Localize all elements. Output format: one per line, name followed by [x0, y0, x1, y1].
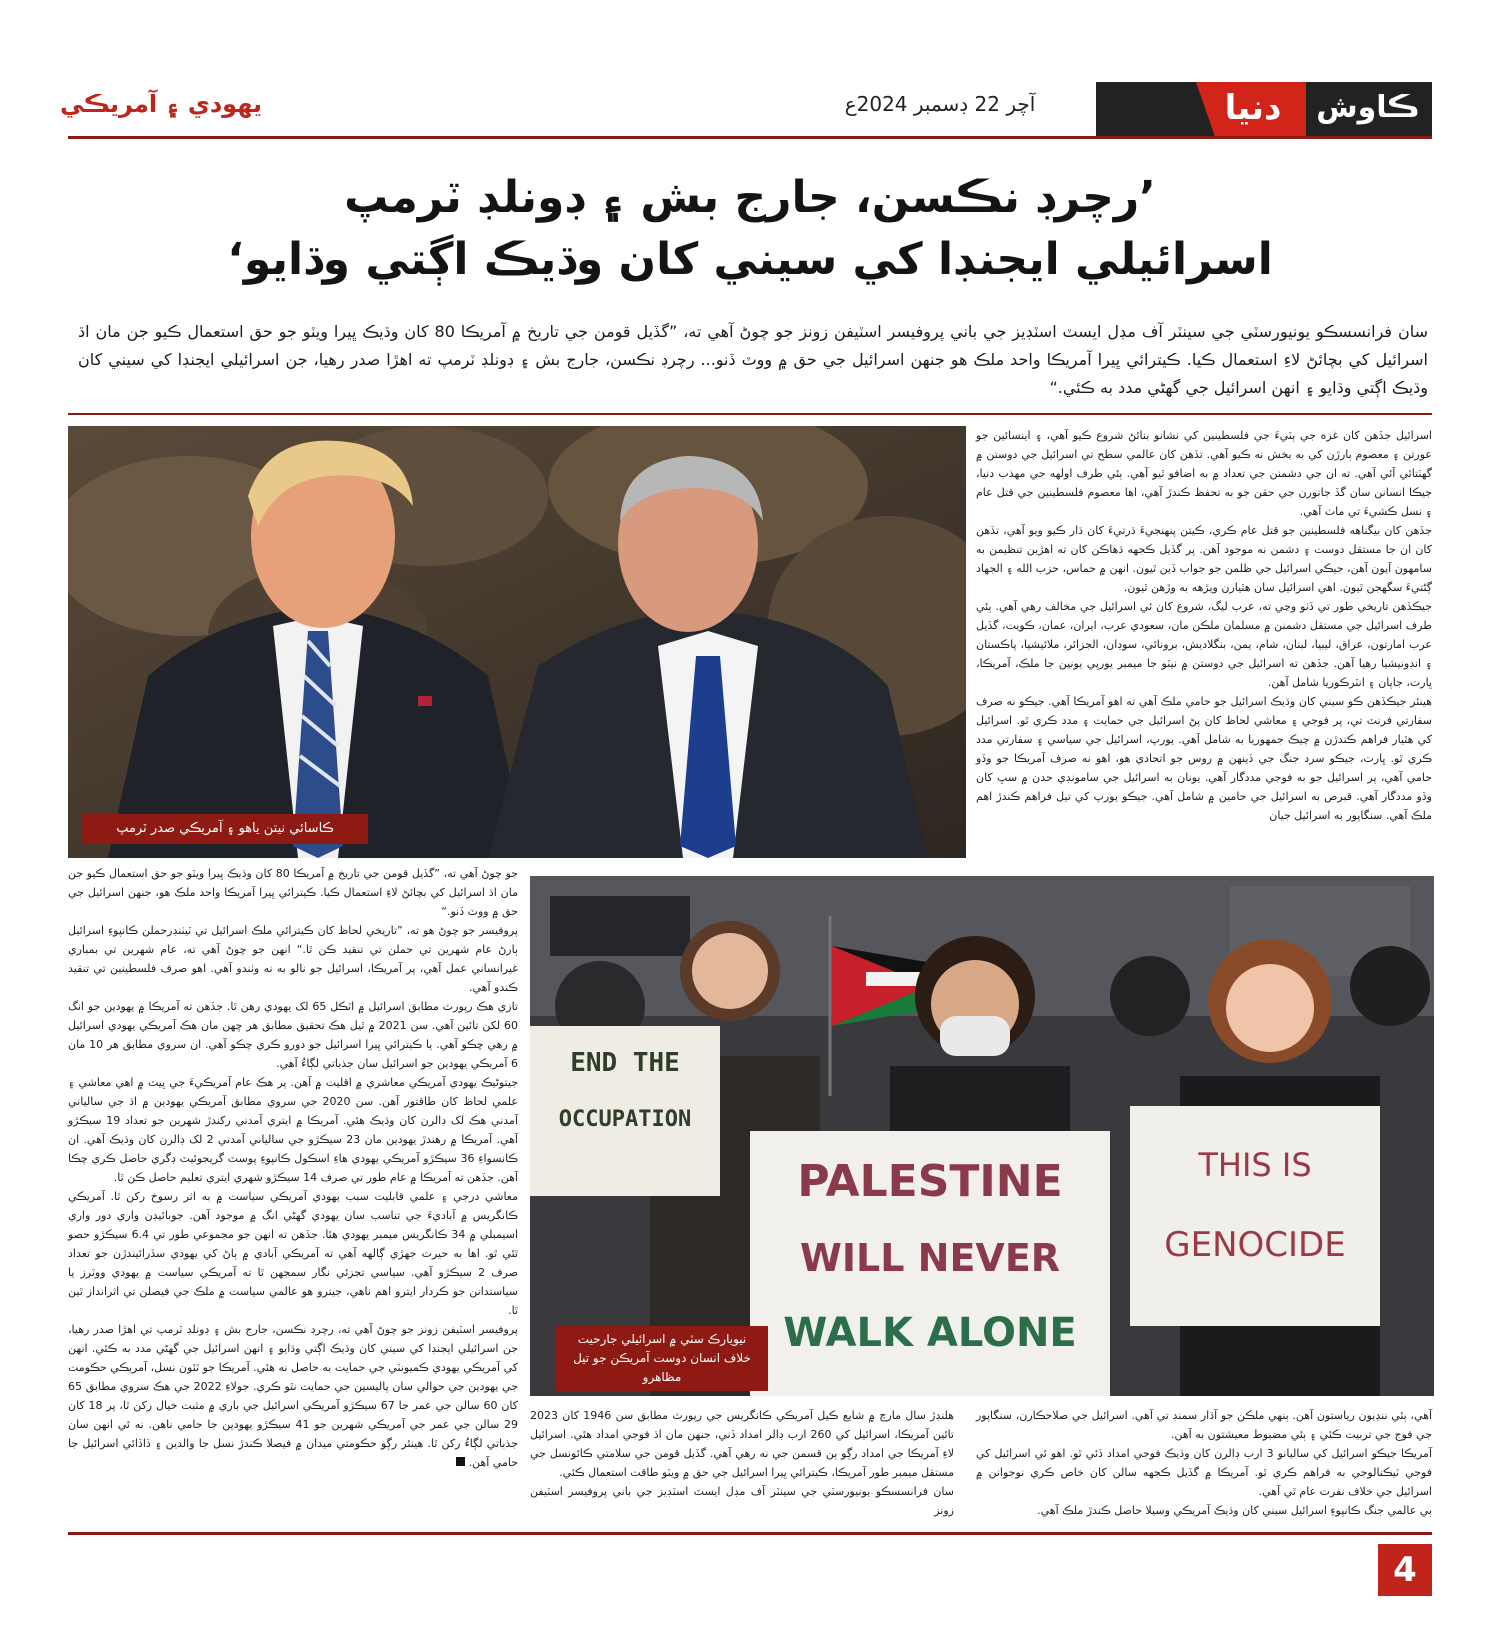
sign-end-occupation [530, 1026, 720, 1196]
column-left-paragraph-4: جيتوڻيڪ يهودي آمريڪي معاشري ۾ اقليت ۾ آهن. پر هڪ عام آمريڪيءَ جي ڀيٽ ۾ اهي معاشي ۽ علمي لحاظ کان طاقتور آهن. سن 2020 جي سروي مطابق آمريڪي يهودين ۾ اڌ جي سالياني آمدني هڪ لک ڊالرن کان وڌيڪ هئي. آمريڪا ۾ ايتري آمدني رکندڙ شهرين جو تعداد 19 سيڪڙو آهي. آمريڪا ۾ رهندڙ يهودين مان 23 سيڪڙو جي سالياني آمدني 2 لک ڊالرن کان وڌيڪ آهي. ان ڪانسواءِ 36 سيڪڙو آمريڪي يهودي هاءِ اسڪول ڪانپوءِ پوسٽ گريجوئيٽ ڊگري حاصل ڪري چڪا آهن. جڏهن ته آمريڪا ۾ عام طور تي صرف 14 سيڪڙو شهري ايتري تعليم حاصل ڪن ٿا. [68, 1076, 519, 1184]
bottom-right-paragraph-2: آمريڪا جيڪو اسرائيل کي ساليانو 3 ارب ڊالرن کان وڌيڪ فوجي امداد ڏئي ٿو. اهو ئي اسرائيل کي فوجي ٽيڪنالوجي به فراهم ڪري ٿو. آمريڪا ۾ گڏيل ڪجهه سالن کان خاص ڪري نوجوانن ۾ اسرائيل جي خلاف نفرت عام ٿي آهي. [976, 1447, 1432, 1498]
sign1-line2: OCCUPATION [558, 1107, 692, 1132]
bottom-middle-paragraph-1: هلنڊڙ سال مارچ ۾ شايع ڪيل آمريڪي ڪانگريس جي رپورٽ مطابق سن 1946 کان 2023 تائين آمريڪا، اسرائيل کي 260 ارب ڊالر امداد ڏني، جنهن مان اڌ فوجي امداد هئي. اسرائيل لاءِ آمريڪا جي امداد رڳو ٻن قسمن جي نه رهي آهي. گڏيل قومن جي سلامتي ڪائونسل جي مستقل ميمبر طور آمريڪا، ڪيترائي ڀيرا اسرائيل جي حق ۾ ويٽو طاقت استعمال ڪئي. [530, 1409, 954, 1479]
photo-protest-illustration [530, 876, 1434, 1396]
sign1-line1: END THE [570, 1048, 680, 1078]
column-left-paragraph-6-text: پروفيسر اسٽيفن زونز جو چوڻ آهي ته، رچرڊ نڪسن، جارج بش ۽ ڊونلڊ ٽرمپ تي اهڙا صدر رهيا، جن اسرائيلي ايجنڊا کي سيني کان وڌيڪ اڳتي وڌايو ۽ انهن اسرائيل جي گهڻي مدد به ڪئي. انهن کي آمريڪي يهودي ڪميونٽي جي حمايت به حاصل نه هئي. آمريڪا جو ٿئون نسل، آمريڪي حڪومت جي يهودين جي حوالي سان پاليسين جي حمايت نٿو ڪري. جولاءِ 2022 جي هڪ سروي مطابق 65 کان 60 سالن جي عمر جا 67 سيڪڙو آمريڪي اسرائيل جي باري ۾ مثبت خيال رکن ٿا، پر 18 کان 29 سالن جي عمر جي آمريڪي شهرين جو 41 سيڪڙو يهودين جا حامي ناهن. نه ئي انهن سان جذباتي لڳاءُ رکن ٿا. هينئر رڳو حڪومتي ميدان ۾ فيصلا ڪندڙ نسل جا والدين ۽ ڏاڏائي اسرائيل جا حامي آهن. [68, 1323, 519, 1469]
headline-line-1: ’رچرڊ نڪسن، جارج بش ۽ ڊونلڊ ٽرمپ [344, 172, 1156, 223]
bottom-right-paragraph-1: آهي، ٻئي ننڍيون رياستون آهن. ٻنهي ملڪن جو آڌار سمنڊ تي آهي. اسرائيل جي صلاحڪارن، سنگاپور جي فوج جي تربيت ڪئي ۽ ٻئي مضبوط معيشتون به آهن. [976, 1409, 1432, 1441]
sign3-line2: GENOCIDE [1164, 1225, 1346, 1265]
lead-rule [68, 413, 1432, 415]
column-right-paragraph-3: جيڪڏهن تاريخي طور تي ڏٺو وڃي ته، عرب ليگ، شروع کان ئي اسرائيل جي مخالف رهي آهي. ٻئي طرف اسرائيل جي مستقل دشمنن ۾ مسلمان ملڪن مان، سعودي عرب، ايران، عمان، ڪويت، گڏيل عرب امارتون، عراق، ليبيا، لبنان، شام، يمن، بنگلاديش، برونائي، سوڊان، الجزائر، ملائيشيا، پاڪستان ۽ انڊونيشيا رهيا آهن. جڏهن ته اسرائيل جي دوستن ۾ نيٽو جا ميمبر يورپي يونين جا ملڪ، آمريڪا، ڀارت، جاپان ۽ انٽرڪوريا شامل آهن. [976, 600, 1432, 689]
column-left-paragraph-1: جو چوڻ آهي ته، ”گڏيل قومن جي تاريخ ۾ آمريڪا 80 کان وڌيڪ ڀيرا ويٽو جو حق استعمال ڪيو جن مان اڌ اسرائيل کي بچائڻ لاءِ استعمال ڪيا. ڪيترائي ڀيرا آمريڪا واحد ملڪ هو، جنهن اسرائيل جي حق ۾ ووٽ ڏنو.“ [68, 867, 518, 918]
sign2-line1: PALESTINE [797, 1156, 1063, 1207]
section-label: يهودي ۽ آمريڪي [60, 90, 263, 118]
headline-line-2: اسرائيلي ايجنڊا کي سيني کان وڌيڪ اڳتي وڌايو‘ [227, 234, 1273, 285]
masthead-dunya: دنيا [1224, 88, 1282, 128]
column-bottom-middle [530, 1406, 954, 1520]
column-right [976, 426, 1432, 825]
column-bottom-right [976, 1406, 1432, 1520]
column-left [68, 864, 518, 1472]
sign2-line3: WALK ALONE [783, 1310, 1077, 1356]
column-right-paragraph-4: هينئر جيڪڏهن ڪو سيني کان وڌيڪ اسرائيل جو حامي ملڪ آهي ته اهو آمريڪا آهي. جيڪو نه صرف سفارتي فرنٽ تي، پر فوجي ۽ معاشي لحاظ کان پڻ اسرائيل جي حمايت ۽ مدد ڪري ٿو. اسرائيل کي هٿيار فراهم ڪندڙن ۾ چيڪ جمهوريا به شامل آهي. يورپ، اسرائيل جي سياسي ۽ سفارتي مدد ڪري ٿو. ڀارت، جيڪو سرد جنگ جي ڏينهن ۾ روس جو اتحادي هو، اهو نه صرف آمريڪا جو وڏو حامي آهي، پر اسرائيل جو به فوجي مددگار آهي. يونان به اسرائيل جي سامونڊي حدن ۾ سڀ کان وڏو مددگار آهي. قبرص به اسرائيل جي حامين ۾ شامل آهي. جيڪو يورپ کي تيل فراهم ڪندڙ اهم ملڪ آهي. سنگاپور به اسرائيل جيان [976, 695, 1432, 822]
masthead-kawish: ڪاوش [1316, 90, 1420, 125]
sign3-line1: THIS IS [1198, 1146, 1312, 1184]
photo-leaders [68, 426, 966, 858]
column-left-paragraph-3: تازي هڪ رپورٽ مطابق اسرائيل ۾ اٽڪل 65 لک يهودي رهن ٿا. جڏهن ته آمريڪا ۾ يهودين جو انگ 60 لکن تائين آهي. سن 2021 ۾ ٿيل هڪ تحقيق مطابق هر ڇهن مان هڪ آمريڪي يهودي اسرائيل ۾ رهي چڪو آهي. يا ڪيترائي ڀيرا اسرائيل جو دورو ڪري چڪو آهي. ان سروي مطابق هر 10 مان 6 آمريڪي يهودين جو اسرائيل سان جذباتي لڳاءُ آهي. [68, 1000, 518, 1070]
bottom-middle-paragraph-2: سان فرانسسڪو يونيورسٽي جي سينٽر آف مڊل ايسٽ اسٽڊيز جي باني پروفيسر اسٽيفن زونز [530, 1485, 954, 1517]
sign-genocide [1130, 1106, 1380, 1326]
sign2-line2: WILL NEVER [799, 1236, 1061, 1280]
photo-caption-leaders: ڪاسائي نيتن ياهو ۽ آمريڪي صدر ٽرمپ [82, 814, 368, 844]
photo-leaders-illustration [68, 426, 966, 858]
bottom-right-paragraph-3: ٻي عالمي جنگ ڪانپوءِ اسرائيل سيني کان وڌيڪ آمريڪي وسيلا حاصل ڪندڙ ملڪ آهي. [1037, 1504, 1432, 1517]
page-number: 4 [1378, 1544, 1432, 1596]
lead-paragraph: سان فرانسسڪو يونيورسٽي جي سينٽر آف مڊل ايسٽ اسٽڊيز جي باني پروفيسر اسٽيفن زونز جو چوڻ آهي ته، ”گڏيل قومن جي تاريخ ۾ آمريڪا 80 کان وڌيڪ ڀيرا ويٽو جو حق استعمال ڪيو جن مان اڌ اسرائيل کي بچائڻ لاءِ استعمال ڪيا. ڪيترائي ڀيرا آمريڪا واحد ملڪ هو جنهن اسرائيل جي حق ۾ ووٽ ڏنو... رچرڊ نڪسن، جارج بش ۽ ڊونلڊ ٽرمپ ته اهڙا صدر رهيا، جن اسرائيلي ايجنڊا کي سيني کان وڌيڪ اڳتي وڌايو ۽ انهن اسرائيل جي گهڻي مدد به ڪئي.“ [78, 322, 1428, 397]
column-left-paragraph-5: معاشي درجي ۽ علمي قابليت سبب يهودي آمريڪي سياست ۾ به اثر رسوخ رکن ٿا. آمريڪي ڪانگريس ۾ آباديءَ جي تناسب سان يهودي گهڻي انگ ۾ موجود آهن. جوبائيڊن واري دور واري اسيمبلي ۾ 34 ڪانگريس ميمبر يهودي هئا. جڏهن ته انهن جو مجموعي طور تي 6.4 سيڪڙو حصو ٿئي ٿو. اها به حيرت جهڙي ڳالهه آهي ته آمريڪي آبادي ۾ ٻاڻ کي يهودي سڏرائيندڙن جو تعداد صرف 2 سيڪڙو آهي. سياسي تجزئي نگار سمجهن ٿا ته آمريڪي سياست ۾ يهودي ووٽرز يا سياستدانن جو ڪردار ايترو اهم ناهي، جيترو هو عالمي سياست ۾ ملڪ جي فيصلن تي اثرانداز ٿين ٿا. [68, 1190, 519, 1317]
masthead-logo [1096, 82, 1432, 139]
sign-palestine [750, 1131, 1110, 1396]
header-rule [68, 136, 1432, 139]
photo-caption-protest: نيويارڪ سٽي ۾ اسرائيلي جارحيت خلاف انسان دوست آمريڪن جو تيل مظاهرو [556, 1326, 768, 1391]
column-left-paragraph-2: پروفيسر جو چوڻ هو ته، ”تاريخي لحاظ کان ڪيترائي ملڪ اسرائيل تي ٽيٺنڊرحملن ڪانپوءِ اسرائيل ٻارڻ عام شهرين تي حملن تي تنقيد ڪن ٿا.“ انهن جو چوڻ آهي ته، عام شهرين تي بمباري غيرانساني عمل آهي، پر آمريڪا، اسرائيل جو نالو به نه وٺندو آهي. اهو صرف فلسطينين تي تنقيد ڪندو آهي. [68, 924, 518, 994]
issue-date: آچر 22 ڊسمبر 2024ع [844, 92, 1036, 116]
column-right-paragraph-2: جڏهن کان بيگناهه فلسطينين جو قتل عام ڪري، ڪيتن پنهنجيءَ ڌرتيءَ کان ڌار ڪيو ويو آهي، تڏهن کان ان جا مستقل دوست ۽ دشمن نه موجود آهن. پر گڏيل ڪجهه ڌهاڪن کان ته اهڙين تنظيمن به سامهون آيون آهن، جيڪي اسرائيل جي ظلمن جو جواب ڏين ٿيون. انهن ۾ حماس، حزب الله ۽ الجهاد ڳڻتيءَ سگهجن ٿيون. اهي اسرائيل سان هٿيارن ويڙهه به وڙهن ٿيون. [976, 524, 1432, 594]
footer-rule [68, 1532, 1432, 1535]
column-right-paragraph-1: اسرائيل جڏهن کان غزه جي ٻٽيءَ جي فلسطينين کي نشانو بنائڻ شروع ڪيو آهي، ۽ اينسائين جو عورتن ۽ معصوم ٻارڙن کي به بخش نه ڪيو آهي. تڏهن کان عالمي سطح تي اسرائيل جي دوستن ۾ گهٽتائي آئي آهي. ته ان جي دشمنن جي تعداد ۾ به اضافو ٿيو آهي. ٻئي طرف اولهه جي مهذب دنيا، جيڪا انسانن سان گڏ جانورن جي حقن جو به تحفظ ڪندڙ آهي، اها معصوم فلسطينين جي قتل عام ۽ نسل ڪشيءَ تي ماٺ آهي. [976, 429, 1432, 518]
column-left-paragraph-6 [68, 1320, 518, 1472]
photo-protest [530, 876, 1434, 1396]
end-of-article-mark [456, 1457, 465, 1466]
